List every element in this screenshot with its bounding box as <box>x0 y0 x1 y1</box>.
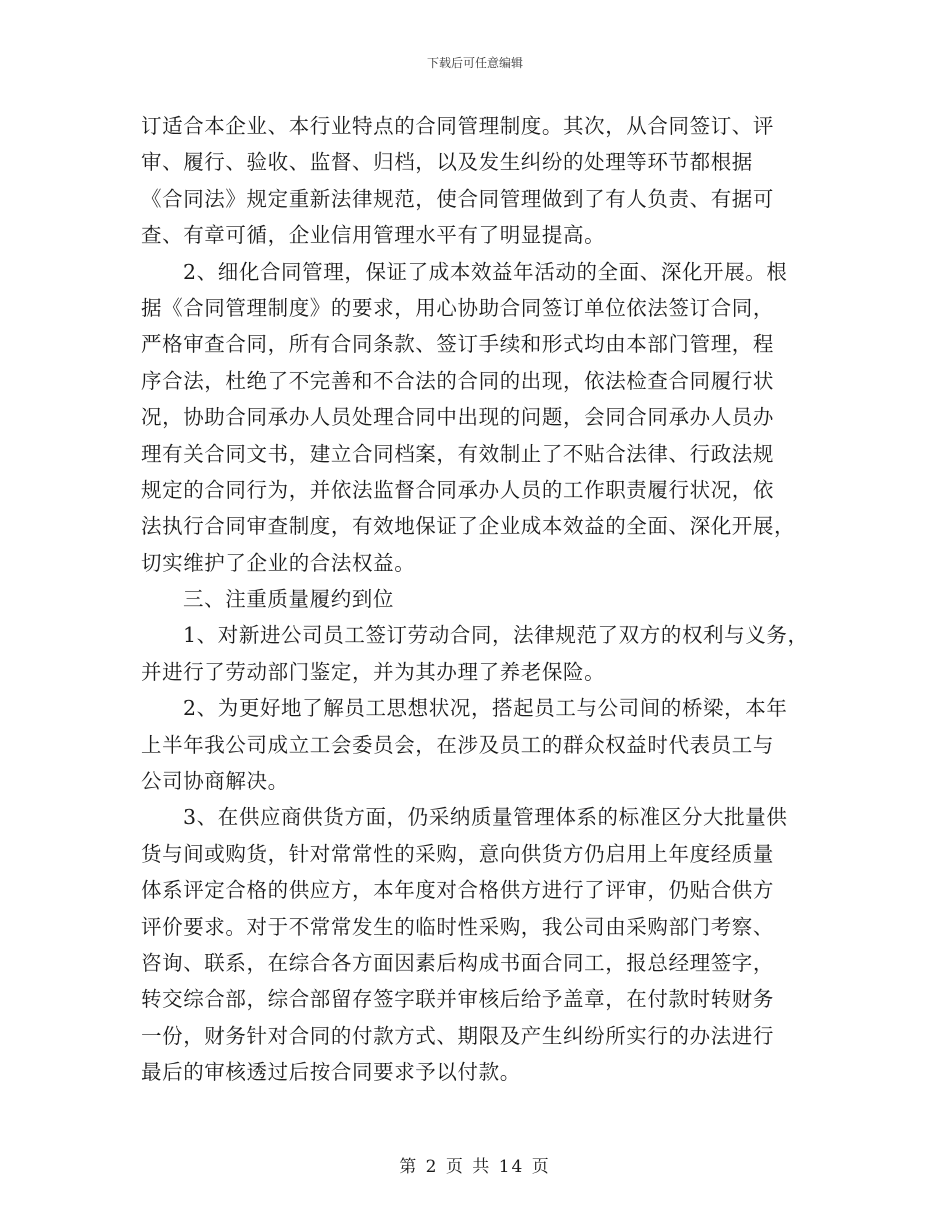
text-line: 2、细化合同管理，保证了成本效益年活动的全面、深化开展。根 <box>183 259 788 284</box>
text-line: 规定的合同行为，并依法监督合同承办人员的工作职责履行状况，依 <box>141 477 774 502</box>
text-line: 订适合本企业、本行业特点的合同管理制度。其次，从合同签订、评 <box>141 114 774 138</box>
text-line: 《合同法》规定重新法律规范，使合同管理做到了有人负责、有据可 <box>141 186 774 211</box>
text-line: 上半年我公司成立工会委员会，在涉及员工的群众权益时代表员工与 <box>141 732 774 757</box>
text-line: 三、注重质量履约到位 <box>183 587 394 612</box>
text-line: 况，协助合同承办人员处理合同中出现的问题，会同合同承办人员办 <box>141 405 774 430</box>
text-line: 序合法，杜绝了不完善和不合法的合同的出现，依法检查合同履行状 <box>141 368 774 393</box>
text-line: 转交综合部，综合部留存签字联并审核后给予盖章，在付款时转财务 <box>141 987 774 1012</box>
text-line: 公司协商解决。 <box>141 769 289 794</box>
body-text <box>141 108 831 1091</box>
text-line: 切实维护了企业的合法权益。 <box>141 550 416 575</box>
text-line: 2、为更好地了解员工思想状况，搭起员工与公司间的桥梁，本年 <box>183 696 788 721</box>
text-line: 1、对新进公司员工签订劳动合同，法律规范了双方的权利与义务， <box>183 623 809 648</box>
text-line: 法执行合同审查制度，有效地保证了企业成本效益的全面、深化开展， <box>141 514 796 539</box>
text-line: 查、有章可循，企业信用管理水平有了明显提高。 <box>141 223 606 248</box>
text-line: 货与间或购货，针对常常性的采购，意向供货方仍启用上年度经质量 <box>141 841 774 866</box>
text-line: 理有关合同文书，建立合同档案，有效制止了不贴合法律、行政法规 <box>141 441 774 466</box>
text-line: 咨询、联系，在综合各方面因素后构成书面合同工，报总经理签字， <box>141 950 774 975</box>
text-line: 审、履行、验收、监督、归档，以及发生纠纷的处理等环节都根据 <box>141 150 753 175</box>
text-line: 并进行了劳动部门鉴定，并为其办理了养老保险。 <box>141 659 606 684</box>
text-line: 严格审查合同，所有合同条款、签订手续和形式均由本部门管理，程 <box>141 332 774 357</box>
text-line: 评价要求。对于不常常发生的临时性采购，我公司由采购部门考察、 <box>141 914 774 939</box>
page-number-footer: 第 2 页 共 14 页 <box>399 1157 551 1177</box>
text-line: 一份，财务针对合同的付款方式、期限及产生纠纷所实行的办法进行 <box>141 1023 774 1048</box>
header-note: 下载后可任意编辑 <box>426 56 523 70</box>
text-line: 据《合同管理制度》的要求，用心协助合同签订单位依法签订合同， <box>141 295 774 320</box>
text-line: 最后的审核透过后按合同要求予以付款。 <box>141 1060 521 1085</box>
text-line: 体系评定合格的供应方，本年度对合格供方进行了评审，仍贴合供方 <box>141 878 774 903</box>
text-line: 3、在供应商供货方面，仍采纳质量管理体系的标准区分大批量供 <box>183 805 788 830</box>
